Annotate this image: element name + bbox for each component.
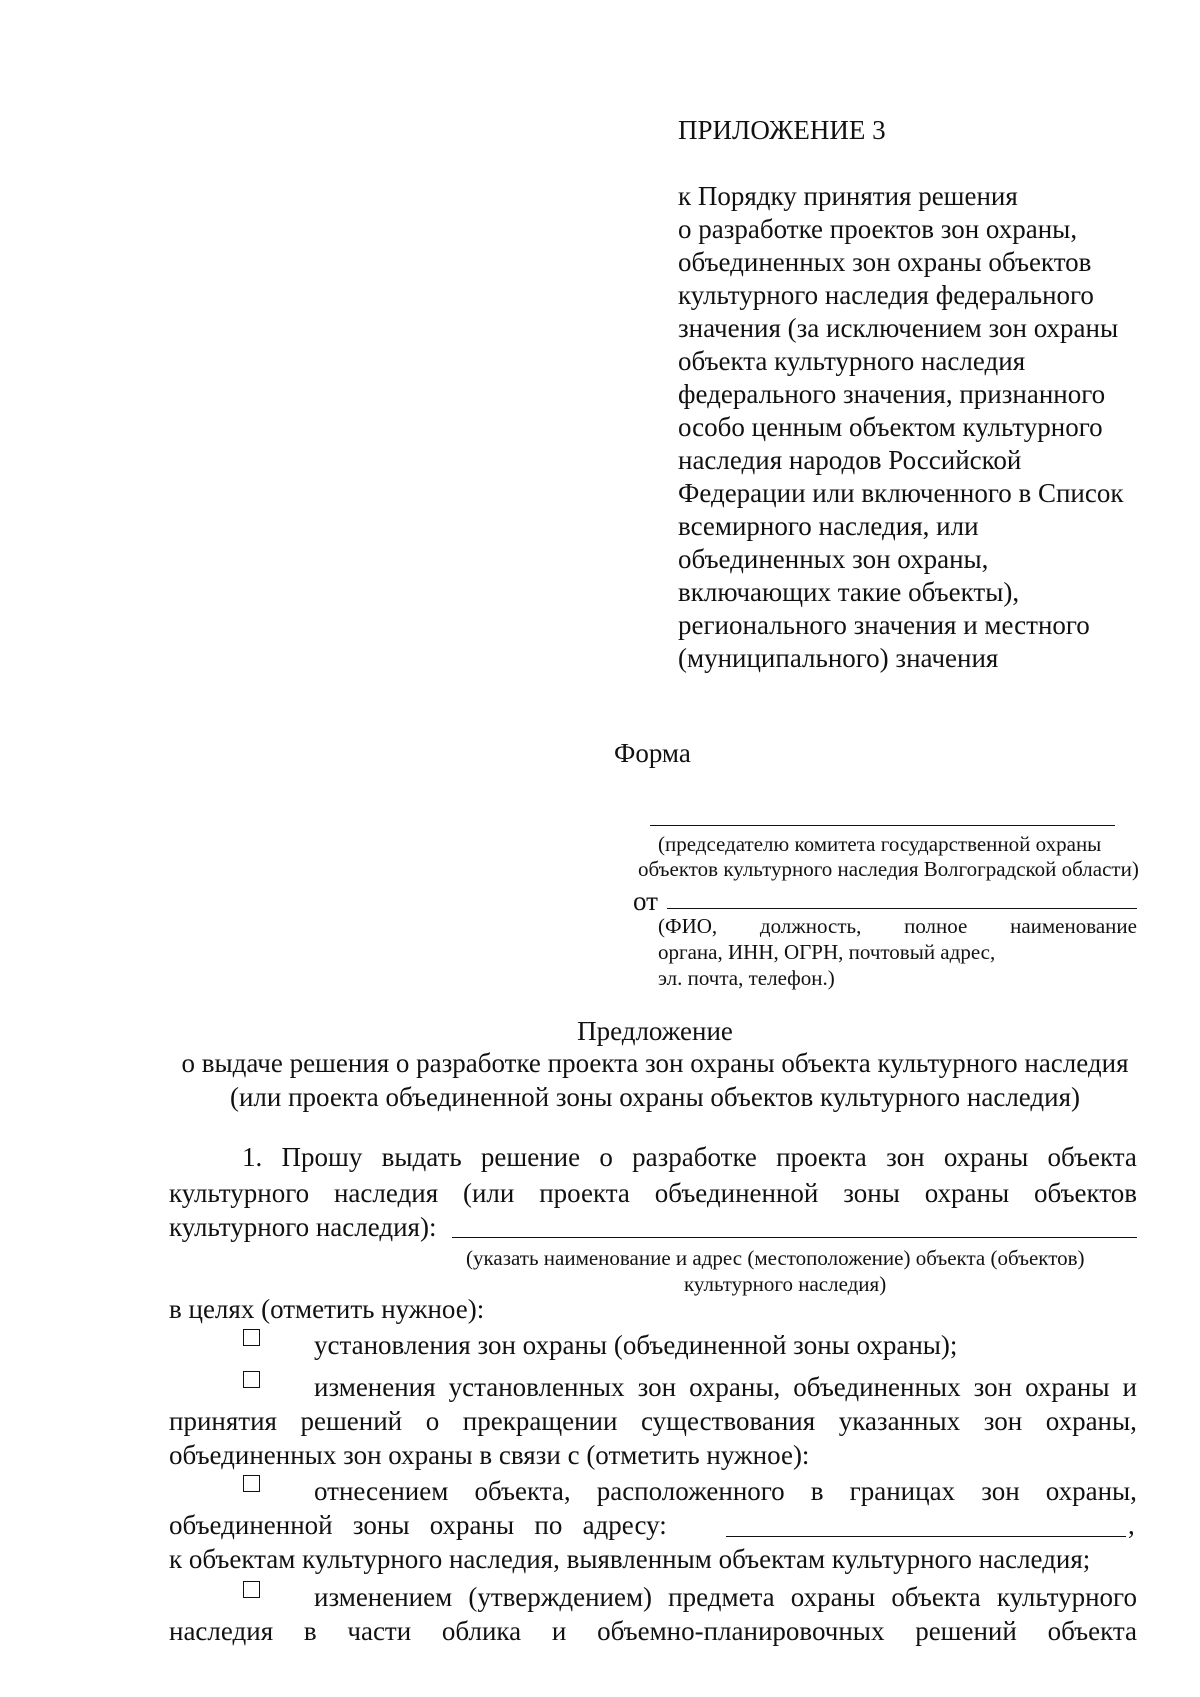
word: отнесением — [314, 1476, 449, 1506]
appendix-line: (муниципального) значения — [678, 643, 999, 673]
word: (утверждением) — [468, 1582, 653, 1612]
word: и — [1122, 1372, 1137, 1402]
caption-word: полное — [904, 914, 968, 938]
addressee-caption-line-1: (председателю комитета государственной охраны — [658, 832, 1102, 856]
caption-word: должность, — [759, 914, 862, 938]
appendix-line: включающих такие объекты), — [678, 577, 1020, 607]
word: расположенного — [596, 1476, 785, 1506]
word: объекта — [891, 1582, 981, 1612]
appendix-line: объекта культурного наследия — [678, 346, 1026, 376]
appendix-line: наследия народов Российской — [678, 445, 1022, 475]
appendix-line: регионального значения и местного — [678, 610, 1090, 640]
word: объединенной — [654, 1178, 819, 1208]
change-zones-label-line-1 — [314, 1371, 1137, 1404]
object-classification-label-line-1 — [314, 1475, 1137, 1508]
word: выдать — [381, 1142, 462, 1172]
heritage-object-hint-line-2: культурного наследия) — [684, 1272, 887, 1296]
address-comma: , — [1128, 1510, 1135, 1540]
word: решений — [300, 1406, 403, 1436]
appendix-line: к Порядку принятия решения — [678, 181, 1018, 211]
word: в — [303, 1616, 317, 1646]
paragraph-1-line-3: культурного наследия): — [169, 1212, 437, 1242]
word: охраны — [790, 1582, 876, 1612]
word: принятия — [169, 1406, 277, 1436]
heritage-object-hint-line-1: (указать наименование и адрес (местоположение) объекта (объектов) — [466, 1246, 1085, 1270]
word: зоны — [843, 1178, 900, 1208]
object-address-input-line[interactable] — [726, 1536, 1126, 1537]
sender-caption-line-3: эл. почта, телефон.) — [658, 966, 835, 990]
word: Прошу — [281, 1142, 363, 1172]
appendix-line: объединенных зон охраны, — [678, 544, 989, 574]
word: охраны — [943, 1142, 1029, 1172]
word: облика — [441, 1616, 522, 1646]
object-classification-checkbox[interactable] — [243, 1475, 260, 1492]
word: указанных — [838, 1406, 961, 1436]
word: установленных — [448, 1372, 625, 1402]
protection-subject-checkbox[interactable] — [243, 1581, 260, 1598]
word: части — [347, 1616, 412, 1646]
document-title: Предложение — [577, 1016, 733, 1046]
word: наследия — [169, 1616, 274, 1646]
caption-word: (ФИО, — [658, 914, 718, 938]
protection-subject-label-line-1 — [314, 1581, 1137, 1614]
document-subtitle-line-2: (или проекта объединенной зоны охраны объектов культурного наследия) — [229, 1082, 1081, 1112]
sender-input-line[interactable] — [667, 908, 1137, 909]
word: объектов — [1034, 1178, 1137, 1208]
word: изменения — [314, 1372, 436, 1402]
heritage-object-input-line[interactable] — [452, 1237, 1137, 1238]
sender-caption-line-2: органа, ИНН, ОГРН, почтовый адрес, — [658, 940, 996, 964]
appendix-line: федерального значения, признанного — [678, 379, 1106, 409]
word: о — [599, 1142, 613, 1172]
from-label: от — [633, 886, 658, 916]
word: решение — [480, 1142, 581, 1172]
paragraph-1-line-2 — [169, 1177, 1137, 1210]
word: охраны — [1025, 1372, 1110, 1402]
appendix-line: объединенных зон охраны объектов — [678, 247, 1092, 277]
word: зон — [983, 1406, 1023, 1436]
sender-caption-line-1 — [658, 913, 1137, 939]
word: зон — [973, 1372, 1013, 1402]
word: решений — [915, 1616, 1017, 1646]
word: и — [551, 1616, 567, 1646]
addressee-caption-line-2: объектов культурного наследия Волгоградской области) — [638, 857, 1139, 881]
purpose-label: в целях (отметить нужное): — [169, 1294, 485, 1324]
change-zones-label-line-2 — [169, 1405, 1137, 1438]
word: объекта — [1047, 1142, 1137, 1172]
protection-subject-label-line-2 — [169, 1615, 1137, 1648]
change-zones-checkbox[interactable] — [243, 1371, 260, 1388]
word: в — [810, 1476, 824, 1506]
word: наследия — [333, 1178, 439, 1208]
establish-zones-checkbox[interactable] — [243, 1329, 260, 1346]
word: зон — [981, 1476, 1020, 1506]
change-zones-label-line-3: объединенных зон охраны в связи с (отметить нужное): — [169, 1440, 810, 1470]
word: о — [425, 1406, 440, 1436]
word: существования — [641, 1406, 816, 1436]
word: проекта — [776, 1142, 867, 1172]
form-label: Форма — [614, 738, 691, 768]
word: зон — [886, 1142, 925, 1172]
appendix-title: ПРИЛОЖЕНИЕ 3 — [678, 115, 886, 145]
word: 1. — [242, 1142, 263, 1172]
appendix-line: культурного наследия федерального — [678, 280, 1094, 310]
addressee-input-line[interactable] — [650, 825, 1115, 826]
appendix-line: особо ценным объектом культурного — [678, 412, 1103, 442]
appendix-line: о разработке проектов зон охраны, — [678, 214, 1078, 244]
word: границах — [849, 1476, 956, 1506]
word: культурного — [169, 1178, 310, 1208]
establish-zones-label: установления зон охраны (объединенной зоны охраны); — [314, 1330, 958, 1360]
word: охраны, — [1045, 1476, 1137, 1506]
appendix-line: Федерации или включенного в Список — [678, 478, 1124, 508]
document-subtitle-line-1: о выдаче решения о разработке проекта зон охраны объекта культурного наследия — [181, 1048, 1129, 1078]
word: объединенных — [793, 1372, 961, 1402]
word: объемно-планировочных — [597, 1616, 885, 1646]
word: охраны — [924, 1178, 1010, 1208]
appendix-line: всемирного наследия, или — [678, 511, 979, 541]
word: проекта — [539, 1178, 630, 1208]
word: зон — [637, 1372, 677, 1402]
word: охраны, — [689, 1372, 781, 1402]
word: изменением — [314, 1582, 453, 1612]
object-classification-label-line-3: к объектам культурного наследия, выявленным объектам культурного наследия; — [169, 1544, 1091, 1574]
word: объекта, — [474, 1476, 571, 1506]
word: (или — [462, 1178, 515, 1208]
word: предмета — [668, 1582, 775, 1612]
word: охраны, — [1045, 1406, 1137, 1436]
paragraph-1-line-1 — [242, 1141, 1137, 1174]
word: объекта — [1047, 1616, 1137, 1646]
appendix-line: значения (за исключением зон охраны — [678, 313, 1119, 343]
word: культурного — [996, 1582, 1137, 1612]
word: разработке — [632, 1142, 757, 1172]
word: прекращении — [462, 1406, 618, 1436]
caption-word: наименование — [1010, 914, 1137, 938]
object-classification-label-line-2: объединенной зоны охраны по адресу: — [169, 1510, 667, 1540]
